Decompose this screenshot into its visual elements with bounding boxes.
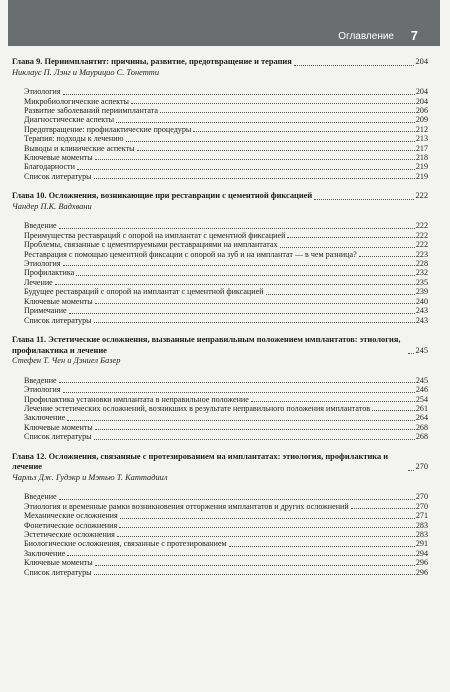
toc-section-row[interactable] [24, 568, 428, 577]
dot-leader [63, 94, 415, 95]
dot-leader [67, 420, 415, 421]
toc-section-row[interactable] [24, 259, 428, 268]
chapter-page-number: 245 [415, 345, 428, 355]
toc-section-row[interactable] [24, 221, 428, 230]
section-title: Введение [24, 375, 57, 385]
toc-section-row[interactable] [24, 539, 428, 548]
toc-section-row[interactable] [24, 134, 428, 143]
section-page-number: 222 [415, 240, 428, 250]
section-page-number: 271 [415, 511, 428, 521]
section-page-number: 223 [415, 249, 428, 259]
dot-leader [55, 284, 415, 285]
section-page-number: 283 [415, 529, 428, 539]
dot-leader [95, 159, 415, 160]
chapter-title: Глава 10. Осложнения, возникающие при реставрации с цементной фиксацией [12, 191, 313, 201]
dot-leader [131, 103, 415, 104]
dot-leader [59, 228, 415, 229]
dot-leader [126, 141, 415, 142]
section-page-number: 254 [415, 394, 428, 404]
toc-section-row[interactable] [24, 423, 428, 432]
toc-section-row[interactable] [24, 316, 428, 325]
toc-section-row[interactable] [24, 502, 428, 511]
dot-leader [266, 294, 415, 295]
section-title: Преимущества реставраций с опорой на имплантат с цементной фиксацией [24, 230, 286, 240]
section-page-number: 228 [415, 259, 428, 269]
dot-leader [67, 555, 415, 556]
toc-section-row[interactable] [24, 549, 428, 558]
section-title: Биологические осложнения, связанные с протезированием [24, 539, 227, 549]
dot-leader [94, 322, 415, 323]
section-page-number: 270 [415, 501, 428, 511]
section-page-number: 212 [415, 124, 428, 134]
toc-section-row[interactable] [24, 125, 428, 134]
dot-leader [94, 178, 415, 179]
section-title: Развитие заболеваний периимплантата [24, 106, 159, 115]
section-page-number: 243 [415, 315, 428, 325]
section-title: Этиология [24, 259, 61, 269]
dot-leader [94, 439, 415, 440]
section-page-number: 219 [415, 171, 428, 181]
section-page-number: 218 [415, 153, 428, 163]
toc-section-row[interactable] [24, 97, 428, 106]
section-page-number: 270 [415, 492, 428, 502]
toc-section-row[interactable] [24, 385, 428, 394]
section-page-number: 245 [415, 375, 428, 385]
section-page-number: 206 [415, 106, 428, 115]
section-title: Фонетические осложнения [24, 520, 118, 530]
running-head-title: Оглавление [338, 31, 394, 42]
toc-section-row[interactable] [24, 413, 428, 422]
section-title: Список литературы [24, 432, 92, 442]
page-header [8, 0, 440, 46]
chapter-authors: Никлаус П. Лэнг и Маурицио С. Тонетти [12, 67, 160, 77]
toc-section-row[interactable] [24, 278, 428, 287]
chapter-title: Глава 12. Осложнения, связанные с протезированием на имплантатах: этиология, профилактика и лечение [12, 451, 389, 472]
section-page-number: 246 [415, 385, 428, 395]
dot-leader [63, 265, 415, 266]
chapter-entry [12, 57, 428, 181]
dot-leader [95, 303, 415, 304]
section-page-number: 232 [415, 268, 428, 278]
toc-section-row[interactable] [24, 250, 428, 259]
section-title: Благодарности [24, 162, 75, 172]
chapter-authors: Чарльз Дж. Гудэкр и Мэтью Т. Каттадиил [12, 472, 168, 482]
chapter-entry [12, 191, 428, 325]
chapter-entry [12, 452, 428, 577]
dot-leader [160, 112, 415, 113]
dot-leader [294, 65, 415, 66]
section-title: Микробиологические аспекты [24, 96, 129, 106]
section-page-number: 204 [415, 96, 428, 106]
toc-section-row[interactable] [24, 432, 428, 441]
section-title: Выводы и клинические аспекты [24, 143, 135, 153]
toc-section-row[interactable] [24, 268, 428, 277]
section-title: Ключевые моменты [24, 153, 93, 163]
dot-leader [117, 536, 415, 537]
toc-section-row[interactable] [24, 395, 428, 404]
section-page-number: 235 [415, 277, 428, 287]
section-page-number: 261 [415, 403, 428, 413]
chapter-page-number: 204 [415, 57, 428, 66]
section-page-number: 264 [415, 413, 428, 423]
section-title: Примечание [24, 306, 67, 316]
section-title: Предотвращение: профилактические процедуры [24, 124, 192, 134]
dot-leader [95, 565, 415, 566]
section-title: Эстетические осложнения [24, 529, 115, 539]
toc-section-row[interactable] [24, 404, 428, 413]
section-title: Диагностические аспекты [24, 115, 115, 125]
chapter-authors: Стефен Т. Чен и Дэниел Базер [12, 356, 121, 366]
chapter-title-row[interactable] [12, 452, 428, 473]
toc-section-row[interactable] [24, 231, 428, 240]
section-title: Реставрация с помощью цементной фиксации с опорой на зуб и на имплантат — в чем разница? [24, 249, 357, 259]
dot-leader [314, 199, 414, 200]
table-of-contents [12, 57, 428, 587]
dot-leader [351, 508, 415, 509]
section-page-number: 217 [415, 143, 428, 153]
chapter-authors: Чандер П.К. Вадхвани [12, 201, 92, 211]
section-page-number: 204 [415, 87, 428, 97]
dot-leader [137, 150, 415, 151]
toc-section-row[interactable] [24, 115, 428, 124]
dot-leader [119, 527, 415, 528]
section-title: Будущее реставраций с опорой на имплантат с цементной фиксацией [24, 287, 264, 297]
section-page-number: 268 [415, 432, 428, 442]
section-title: Этиология и временные рамки возникновения отторжения имплантатов и других осложнений [24, 501, 349, 511]
chapter-title-row[interactable] [12, 191, 428, 202]
section-title: Заключение [24, 548, 66, 558]
dot-leader [63, 392, 415, 393]
chapter-page-number: 222 [415, 191, 428, 201]
section-page-number: 296 [415, 567, 428, 577]
dot-leader [69, 313, 415, 314]
section-page-number: 219 [415, 162, 428, 172]
page-number: 7 [410, 28, 418, 43]
section-title: Этиология [24, 385, 61, 395]
dot-leader [116, 122, 415, 123]
toc-section-row[interactable] [24, 144, 428, 153]
section-title: Список литературы [24, 171, 92, 181]
dot-leader [280, 247, 415, 248]
section-page-number: 239 [415, 287, 428, 297]
toc-section-row[interactable] [24, 153, 428, 162]
chapter-entry [12, 335, 428, 442]
chapter-title-row[interactable] [12, 335, 428, 356]
section-title: Ключевые моменты [24, 558, 93, 568]
section-title: Механические осложнения [24, 511, 118, 521]
section-title: Профилактика [24, 268, 75, 278]
toc-section-row[interactable] [24, 287, 428, 296]
dot-leader [59, 382, 415, 383]
toc-section-row[interactable] [24, 172, 428, 181]
section-page-number: 296 [415, 558, 428, 568]
toc-section-row[interactable] [24, 530, 428, 539]
section-title: Список литературы [24, 567, 92, 577]
dot-leader [408, 353, 414, 354]
section-page-number: 291 [415, 539, 428, 549]
toc-section-row[interactable] [24, 106, 428, 115]
toc-section-row[interactable] [24, 492, 428, 501]
section-page-number: 243 [415, 306, 428, 316]
toc-section-row[interactable] [24, 511, 428, 520]
toc-section-row[interactable] [24, 240, 428, 249]
dot-leader [408, 470, 414, 471]
dot-leader [95, 429, 415, 430]
section-title: Ключевые моменты [24, 422, 93, 432]
section-title: Лечение эстетических осложнений, возникших в результате неправильного положения имплантатов [24, 403, 371, 413]
chapter-title: Глава 11. Эстетические осложнения, вызванные неправильным положением имплантатов: этиология, профилактика и лечение [12, 334, 401, 355]
chapter-page-number: 270 [415, 462, 428, 472]
section-title: Введение [24, 221, 57, 231]
dot-leader [94, 574, 415, 575]
dot-leader [287, 237, 414, 238]
section-title: Введение [24, 492, 57, 502]
section-title: Терапия: подходы к лечению [24, 134, 124, 144]
section-page-number: 209 [415, 115, 428, 125]
chapter-title-row[interactable] [12, 57, 428, 68]
toc-section-row[interactable] [24, 162, 428, 171]
toc-section-row[interactable] [24, 87, 428, 96]
toc-section-row[interactable] [24, 306, 428, 315]
dot-leader [77, 169, 415, 170]
dot-leader [76, 275, 415, 276]
section-page-number: 222 [415, 221, 428, 231]
section-title: Список литературы [24, 315, 92, 325]
toc-section-row[interactable] [24, 297, 428, 306]
section-page-number: 268 [415, 422, 428, 432]
section-title: Лечение [24, 277, 53, 287]
section-title: Профилактика установки имплантата в неправильное положение [24, 394, 249, 404]
section-title: Этиология [24, 87, 61, 97]
dot-leader [193, 131, 415, 132]
section-page-number: 222 [415, 230, 428, 240]
section-title: Заключение [24, 413, 66, 423]
dot-leader [59, 499, 415, 500]
section-page-number: 213 [415, 134, 428, 144]
section-title: Ключевые моменты [24, 296, 93, 306]
toc-section-row[interactable] [24, 521, 428, 530]
dot-leader [359, 256, 415, 257]
dot-leader [120, 518, 415, 519]
dot-leader [229, 546, 415, 547]
chapter-title: Глава 9. Периимплантит: причины, развитие, предотвращение и терапия [12, 57, 292, 66]
toc-section-row[interactable] [24, 558, 428, 567]
toc-section-row[interactable] [24, 376, 428, 385]
section-page-number: 283 [415, 520, 428, 530]
dot-leader [372, 410, 415, 411]
section-page-number: 240 [415, 296, 428, 306]
section-title: Проблемы, связанные с цементируемыми реставрациями на имплантатах [24, 240, 278, 250]
section-page-number: 294 [415, 548, 428, 558]
dot-leader [251, 401, 415, 402]
